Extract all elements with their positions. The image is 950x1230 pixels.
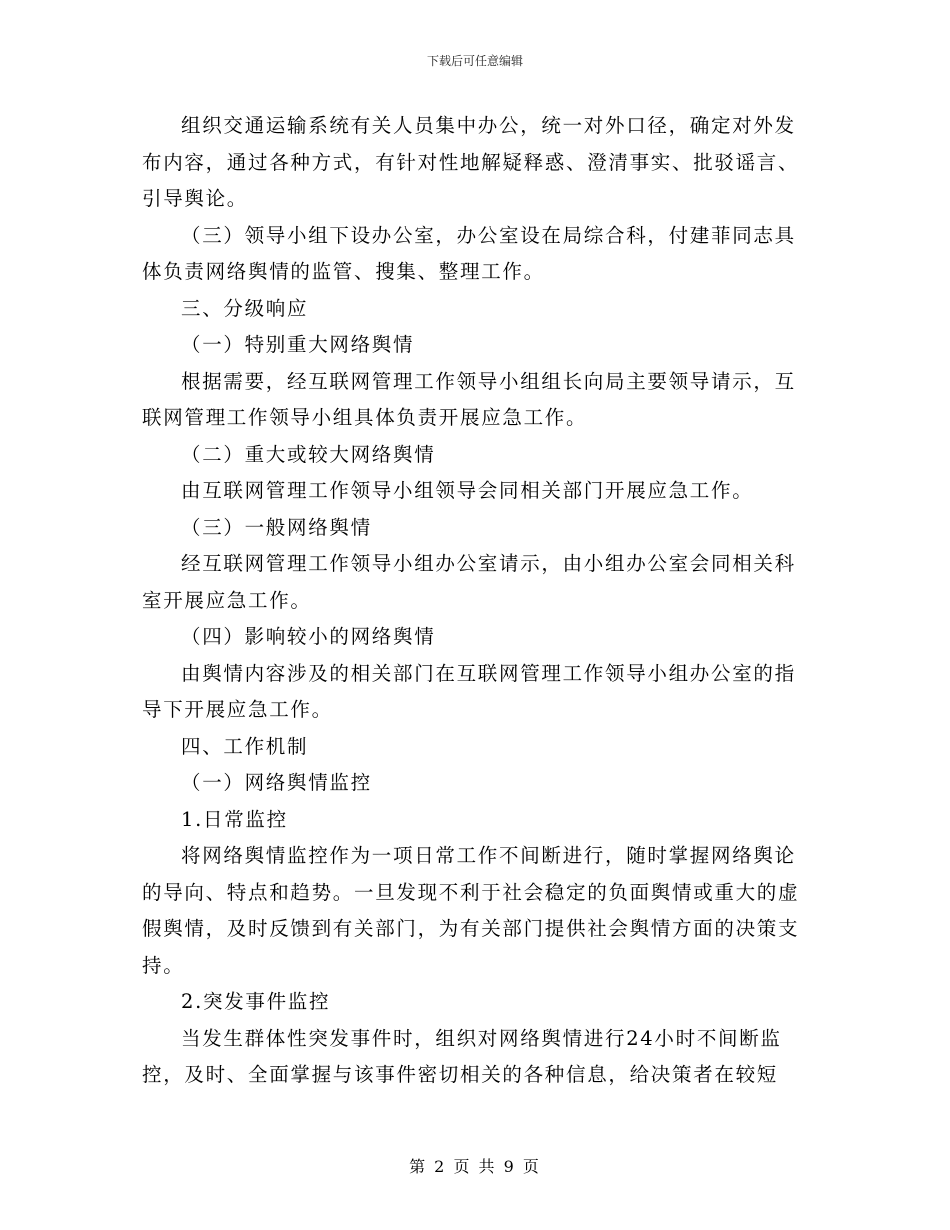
subsection-heading: （三）一般网络舆情: [181, 515, 372, 539]
section-heading: 三、分级响应: [181, 296, 309, 320]
item-heading: 1.日常监控: [181, 807, 288, 831]
subsection-heading: （四）影响较小的网络舆情: [181, 625, 436, 648]
subsection-heading: （二）重大或较大网络舆情: [181, 442, 436, 466]
paragraph: 根据需要，经互联网管理工作领导小组组长向局主要领导请示，互联网管理工作领导小组具体负责开展应急工作。: [142, 369, 796, 429]
document-body: [142, 108, 812, 1094]
section-heading: 四、工作机制: [181, 734, 309, 758]
paragraph: 由舆情内容涉及的相关部门在互联网管理工作领导小组办公室的指导下开展应急工作。: [142, 661, 796, 721]
paragraph: 将网络舆情监控作为一项日常工作不间断进行，随时掌握网络舆论的导向、特点和趋势。一旦发现不利于社会稳定的负面舆情或重大的虚假舆情，及时反馈到有关部门，为有关部门提供社会舆情方面的决策支持。: [142, 844, 800, 977]
paragraph: （三）领导小组下设办公室，办公室设在局综合科，付建菲同志具体负责网络舆情的监管、搜集、整理工作。: [142, 223, 796, 283]
paragraph: 由互联网管理工作领导小组领导会同相关部门开展应急工作。: [181, 479, 754, 502]
page-footer: 第 2 页 共 9 页: [409, 1157, 541, 1176]
item-heading: 2.突发事件监控: [181, 990, 331, 1013]
paragraph: 组织交通运输系统有关人员集中办公，统一对外口径，确定对外发布内容，通过各种方式，有针对性地解疑释惑、澄清事实、批驳谣言、引导舆论。: [142, 114, 800, 210]
page-header: 下载后可任意编辑: [426, 54, 523, 68]
paragraph: 当发生群体性突发事件时，组织对网络舆情进行24小时不间断监控，及时、全面掌握与该事件密切相关的各种信息，给决策者在较短: [142, 1026, 782, 1086]
paragraph: 经互联网管理工作领导小组办公室请示，由小组办公室会同相关科室开展应急工作。: [142, 552, 796, 612]
subsection-heading: （一）特别重大网络舆情: [181, 333, 415, 356]
subsection-heading: （一）网络舆情监控: [181, 771, 372, 794]
